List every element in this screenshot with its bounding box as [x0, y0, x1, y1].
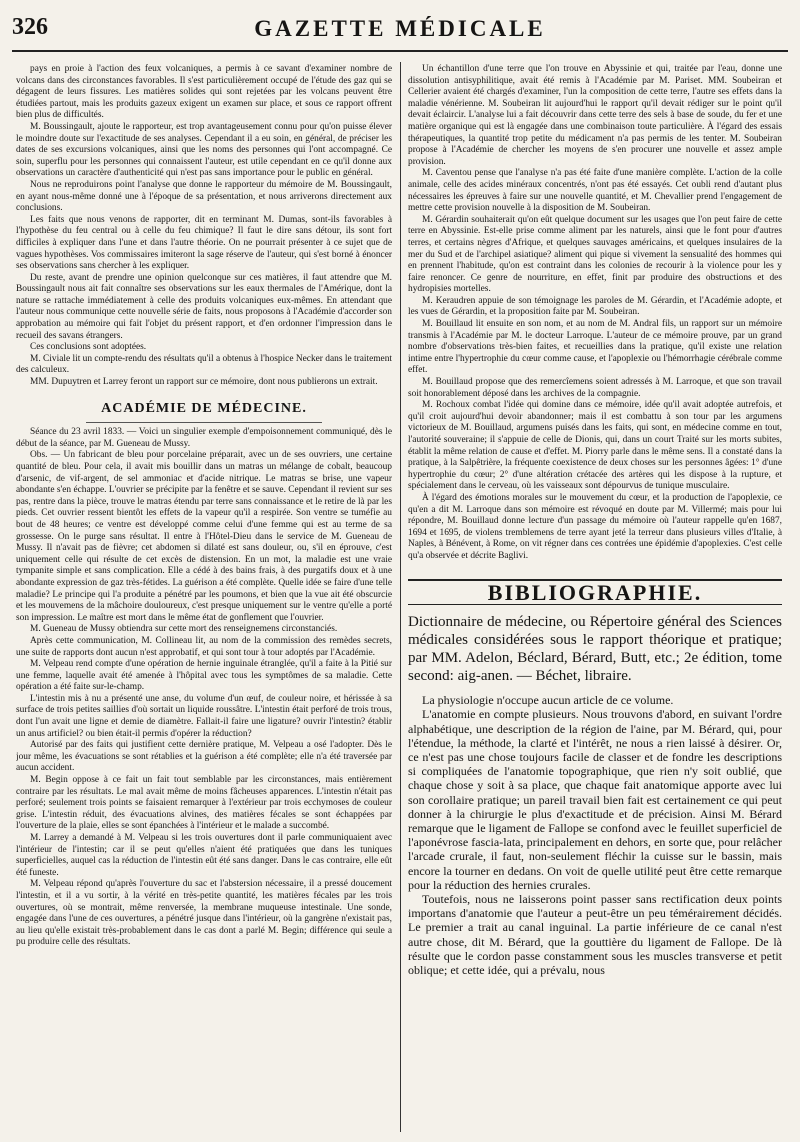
paragraph: M. Larrey a demandé à M. Velpeau si les trois ouvertures dont il parle communiquaient avec l'intérieur de l'intestin; car il se peut qu'elles n'aient été pratiquées que dans les tuniques superficielles, auquel cas la réduction de l'intestin eût été sans danger. Dans le cas contraire, elle eût été funeste. [16, 833, 392, 878]
bibliography-header [408, 579, 782, 606]
paragraph: L'intestin mis à nu a présenté une anse, du volume d'un œuf, de couleur noire, et hérissée à sa surface de trois petites saillies d'où sortait un liquide roussâtre. L'intestin était perforé de trois trous, dont l'un avait une ligne et demie de diamètre. Fallait-il faire une ligature? ouvrir l'intestin? établir un anus artificiel? ou bien était-il permis d'opérer la réduction? [16, 693, 392, 739]
paragraph: À l'égard des émotions morales sur le mouvement du cœur, et la production de l'apoplexie, ce qu'en a dit M. Larroque dans son mémoire est révoqué en doute par M. Villermé; mais pour lui répondre, M. Bouillaud donne lecture d'un passage du mémoire où l'auteur rappelle qu'en 1687, 1694 et 1695, de violens tremblemens de terre ayant jeté la terreur dans plusieurs villes d'Italie, à Naples, à Bénévent, à Rome, on vit régner dans ces contrées une épidémie d'apoplexies. C'est celle qu'a observée et décrite Baglivi. [408, 492, 782, 561]
paragraph: Obs. — Un fabricant de bleu pour porcelaine préparait, avec un de ses ouvriers, une certaine quantité de bleu. Pour cela, il avait mis bouillir dans un matras un mélange de cobalt, beaucoup d'arsenic, de vif-argent, de sel ammoniac et d'acide nitrique. Le matras se brise, une vapeur abondante s'en échappe. L'ouvrier se précipite par la fenêtre et se sauve. Cependant il revient sur ses pas, rentre dans la pièce, trouve le matras étendu par terre sans connaissance et le retire de là par les pieds. Cet ouvrier ressent bientôt les effets de la vapeur qu'il a respirée. Son ventre se tuméfie au bout de 48 heures; ce ventre est développé comme celui d'une femme qui est au terme de sa grossesse. On le purge sans résultat. Il entre à l'Hôtel-Dieu dans le service de M. Gueneau de Mussy. Il n'avait pas de fièvre; cet abdomen si dilaté est sans douleur, ou, s'il en éprouve, c'est uniquement celle qui résulte de cet excès de distension. En un mot, la maladie est une vraie tympanite simple et sans complication. Elle a cédé à des bains frais, à des purgatifs doux et à une abondante expression de gaz très-fétides. La guérison a été complète. Quelle idée se faire d'une telle maladie? Le principe qui l'a produite a pénétré par les poumons, et bien que la vue ait été obscurcie et les mouvemens de la mâchoire douloureux, c'est presque uniquement sur le ventre qu'elle a porté son impression. Le maître est mort dans le même état de gonflement que l'ouvrier. [16, 450, 392, 623]
bibliography-title: BIBLIOGRAPHIE. [487, 579, 703, 605]
paragraph: M. Caventou pense que l'analyse n'a pas été faite d'une manière complète. L'action de la colle animale, celle des acides minéraux concentrés, n'ont pas été essayés. Cet oubli rend d'autant plus nécessaires les épreuves à faire sur une nouvelle quantité, et M. Chevallier prend l'engagement de mettre cette provision nouvelle à la disposition de M. Soubeiran. [408, 168, 782, 214]
column-divider [400, 62, 401, 1132]
paragraph: Toutefois, nous ne laisserons point passer sans rectification deux points importans d'anatomie que l'auteur a peut-être un peu témérairement décidés. Le premier a trait au canal inguinal. La partie inférieure de ce canal n'est autre chose, dit M. Bérard, que la gouttière du ligament de Fallope. De là résulte que le cordon passe constamment sous les muscles transverse et petit oblique; et cette idée, qui a prévalu, nous [408, 891, 782, 977]
paragraph: M. Gérardin souhaiterait qu'on eût quelque document sur les usages que l'on peut faire de cette terre en Abyssinie. Est-elle prise comme aliment par les naturels, ainsi que le font pour d'autres terres, et certains nègres d'Afrique, et quelques sauvages américains, et quelques insulaires de la mer du Sud et de l'archipel asiatique? aliment qui pique si vivement la sensualité des hommes qui en prennent l'habitude, qu'on est contraint dans les colonies de recourir à la violence pour les y faire renoncer. Ce genre de nourriture, en effet, finit par produire des obstructions et des hydropisies mortelles. [408, 214, 782, 295]
paragraph: M. Velpeau répond qu'après l'ouverture du sac et l'abstersion nécessaire, il a pressé doucement l'intestin, et il a vu sortir, à la vérité en très-petite quantité, les matières fécales par les trois ouvertures, où se montrait, même renversée, la membrane muqueuse intestinale. Une sonde, engagée dans l'une de ces ouvertures, a pénétré jusque dans l'intérieur, où la gangrène n'existait pas, au lieu qu'elle existait très-probablement dans le cas dont a parlé M. Begin; différence qui seule a pu produire celle des résultats. [16, 879, 392, 948]
paragraph: M. Begin oppose à ce fait un fait tout semblable par les circonstances, mais entièrement contraire par les résultats. Le mal avait même de moins fâcheuses apparences. L'intestin n'était pas perforé; seulement trois points se faisaient remarquer à l'extérieur par trois ecchymoses de couleur grise. L'intestin réduit, des évacuations alvines, des matières fécales se sont échappées par l'ouverture de la plaie, elles se sont épanchées à l'intérieur et le malade a succombé. [16, 775, 392, 832]
paragraph: Autorisé par des faits qui justifient cette dernière pratique, M. Velpeau a osé l'adopter. Dès le jour même, les évacuations se sont rétablies et la guérison a été complète; elle n'a été traversée par aucun accident. [16, 740, 392, 774]
paragraph: M. Bouillaud propose que des remercîemens soient adressés à M. Larroque, et que son travail soit honorablement déposé dans les archives de la compagnie. [408, 377, 782, 399]
section-title: ACADÉMIE DE MÉDECINE. [101, 400, 307, 416]
paragraph: Séance du 23 avril 1833. — Voici un singulier exemple d'empoisonnement communiqué, dès le début de la séance, par M. Gueneau de Mussy. [16, 427, 392, 449]
header-rule [12, 50, 788, 52]
page-number: 326 [12, 14, 48, 40]
paragraph: Un échantillon d'une terre que l'on trouve en Abyssinie et qui, traitée par l'eau, donne une dissolution antisyphilitique, avait été remis à l'Académie par M. Pariset. MM. Soubeiran et Cellerier avaient été chargés d'examiner, l'un la composition de cette terre, l'autre ses effets dans la maladie vénérienne. M. Soubeiran lit aujourd'hui le rapport qu'il devait rédiger sur le point qu'il devait éclaircir. L'analyse lui a fait découvrir dans cette terre des sels à base de soude, du fer et une matière organique qui est là engagée dans une combinaison toute particulière. À l'égard des essais thérapeutiques, la quantité trop petite du médicament n'a pas permis de les tenter. M. Soubeiran propose à l'Académie de chercher les moyens de s'en procurer une nouvelle et assez ample provision. [408, 64, 782, 167]
paragraph: MM. Dupuytren et Larrey feront un rapport sur ce mémoire, dont nous publierons un extrait. [30, 377, 378, 388]
right-column [408, 64, 782, 1134]
paragraph: L'anatomie en compte plusieurs. Nous trouvons d'abord, en suivant l'ordre alphabétique, une description de la région de l'aine, par M. Bérard, qui, pour l'étendue, la méthode, la clarté et l'intérêt, ne nous a rien laissé à désirer. Or, ce n'est pas une chose toujours facile de classer et de fondre les descriptions si compliquées de l'anatomie topographique, que rien n'y soit oublié, que chaque chose y soit à sa place, que chaque fait anatomique apporte avec lui son corollaire pratique; un pareil travail bien fait est certainement ce qui peut donner à la chirurgie le plus d'exactitude et de précision. Ainsi M. Bérard remarque que le ligament de Fallope se confond avec le feuillet superficiel de l'aponévrose fascia-lata, principalement en dehors, en sorte que, pour relâcher l'arcade crurale, il faut, non-seulement fléchir la cuisse sur le bassin, mais encore la tourner en dedans. On voit de quelle utilité peut être cette remarque pour la réduction des hernies crurales. [408, 707, 782, 892]
publication-title: GAZETTE MÉDICALE [254, 16, 546, 41]
paragraph: M. Velpeau rend compte d'une opération de hernie inguinale étranglée, qu'il a faite à la Pitié sur une femme, laquelle avait été amenée à l'hôpital avec tous les symptômes de sa maladie. Cette opération a été faite sur-le-champ. [16, 659, 392, 693]
paragraph: M. Civiale lit un compte-rendu des résultats qu'il a obtenus à l'hospice Necker dans le traitement des calculeux. [16, 353, 392, 376]
section-rule [86, 422, 322, 423]
left-column [16, 64, 392, 1134]
paragraph: Les faits que nous venons de rapporter, dit en terminant M. Dumas, sont-ils favorables à l'hypothèse du feu central ou à celle du feu chimique? Il faut le dire sans détour, ils sont fort difficiles à expliquer dans l'une et dans l'autre théorie. On ne pourrait présenter à ce sujet que de vagues hypothèses. Vos commissaires imiteront la sage réserve de l'auteur, qui s'est borné à énoncer ses observations sans chercher à les expliquer. [16, 214, 392, 272]
bibliography-entry: Dictionnaire de médecine, ou Répertoire général des Sciences médicales considérées sous le rapport théorique et pratique; par MM. Adelon, Béclard, Bérard, Butt, etc.; 2e édition, tome second: aig-anen. — Béchet, libraire. [408, 614, 782, 685]
paragraph: pays en proie à l'action des feux volcaniques, a permis à ce savant d'examiner nombre de volcans dans des circonstances favorables. Il s'est particulièrement occupé de l'étude des gaz qui se dégagent de leurs fissures. Les matières solides qui sont rejetées par les volcans peuvent être étudiées partout, mais les produits gazeux exigent un examen sur place, et sous ce rapport offrent bien plus de difficultés. [16, 64, 392, 121]
paragraph: Ces conclusions sont adoptées. [30, 342, 147, 353]
paragraph: Nous ne reproduirons point l'analyse que donne le rapporteur du mémoire de M. Boussingault, en ayant nous-même donné une à l'époque de sa présentation, et nous arriverons directement aux conclusions. [16, 179, 392, 214]
paragraph: Du reste, avant de prendre une opinion quelconque sur ces matières, il faut attendre que M. Boussingault nous ait fait connaître ses observations sur les eaux thermales de l'Amérique, dont la nature se rattache immédiatement à celle des produits volcaniques eux-mêmes. En attendant que l'auteur nous communique cette nouvelle série de faits, nous proposons à l'Académie d'accorder son approbation au mémoire qui fait l'objet du présent rapport, et d'en ordonner l'impression dans le recueil des savans étrangers. [16, 272, 392, 341]
paragraph: M. Gueneau de Mussy obtiendra sur cette mort des renseignemens circonstanciés. [30, 624, 338, 635]
paragraph: M. Keraudren appuie de son témoignage les paroles de M. Gérardin, et l'Académie adopte, et les vues de Gérardin, et la proposition faite par M. Soubeiran. [408, 295, 782, 318]
bibliography-body [408, 693, 782, 977]
paragraph: M. Boussingault, ajoute le rapporteur, est trop avantageusement connu pour qu'on puisse élever le moindre doute sur l'exactitude de ses analyses. Cependant il a eu soin, en général, de préciser les dates de ses excursions volcaniques, ainsi que les noms des personnes qui l'ont accompagné. Ce soin, superflu pour les personnes qui connaissent l'auteur, est utile cependant en ce qu'il donne aux observations un caractère d'authenticité qui n'est pas sans importance pour le public en général. [16, 121, 392, 179]
paragraph: Après cette communication, M. Collineau lit, au nom de la commission des remèdes secrets, une suite de rapports dont aucun n'est approbatif, et qui sont tour à tour adoptés par l'Académie. [16, 635, 392, 658]
paragraph: M. Bouillaud lit ensuite en son nom, et au nom de M. Andral fils, un rapport sur un mémoire transmis à l'Académie par M. le docteur Larroque. L'auteur de ce mémoire prouve, par un grand nombre d'observations très-bien faites, et recueillies dans la pratique, qu'il existe une relation intime entre l'hypertrophie du cœur comme cause, et l'apoplexie ou l'hémorrhagie cérébrale comme effet. [408, 319, 782, 376]
page-header [12, 14, 788, 54]
paragraph: La physiologie n'occupe aucun article de ce volume. [422, 693, 674, 708]
paragraph: M. Rochoux combat l'idée qui domine dans ce mémoire, idée qu'il avait adoptée autrefois, et qu'il croit aujourd'hui devoir abandonner; mais il est combattu à son tour par les argumens victorieux de M. Bouillaud, argumens puisés dans les faits, qui sont, en médecine comme en tout, l'autorité souveraine; il s'appuie de celle de Dionis, qui, dans un court Traité sur les morts subites, établit la même relation de cause et d'effet. M. Piorry parle dans le même sens. Il a constaté dans la pratique, à la Salpêtrière, la fréquente coexistence de deux choses sur les personnes âgées: 1° d'une hypertrophie du cœur; 2° d'une altération crétacée des artères qui les dispose à la rupture, et spécialement dans le cerveau, où les vaisseaux sont dépourvus de tunique musculaire. [408, 400, 782, 492]
